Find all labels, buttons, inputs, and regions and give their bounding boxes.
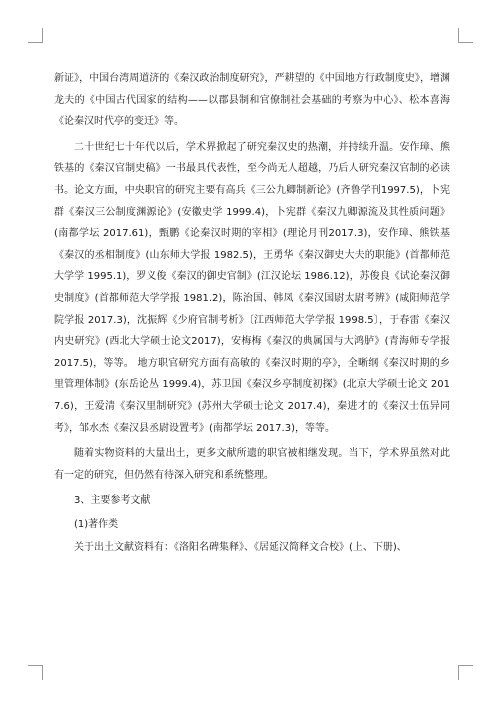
paragraph-continuation: 新证》，中国台湾周道济的《秦汉政治制度研究》，严耕望的《中国地方行政制度史》，增渊龙夫的《中国古代国家的结构——以郡县制和官僚制社会基础的考察为中心》、松本喜海《论秦汉时代亭的变迁》等。	[54, 73, 450, 128]
section-heading-references: 3、主要参考文献	[74, 495, 151, 507]
subsection-heading-books: (1)著作类	[74, 518, 119, 530]
paragraph-new-discoveries: 随着实物资料的大量出土，更多文献所遗的职官被相继发现。当下，学术界虽然对此有一定的研究，但仍然有待深入研究和系统整理。	[54, 448, 450, 481]
crop-mark-top-left	[28, 28, 43, 43]
crop-mark-top-right	[458, 28, 473, 43]
paragraph-excavated-documents: 关于出土文献资料有：《洛阳名碑集释》、《居延汉简释文合校》(上、下册)、	[74, 542, 407, 554]
crop-mark-bottom-right	[458, 665, 473, 680]
paragraph-research-overview: 二十世纪七十年代以后，学术界掀起了研究秦汉史的热潮，并持续升温。安作璋、熊铁基的《秦汉官制史稿》一书最具代表性，至今尚无人超越，乃后人研究秦汉官制的必读书。论文方面，中央职官的研究主要有高兵《三公九卿制新论》(齐鲁学刊1997.5)，卜宪群《秦汉三公制度渊源论》(安徽史学 1999.4)，卜宪群《秦汉九卿源流及其性质问题》(南都学坛 2017.61)，甄鹏《论秦汉时期的宰相》(理论月刊2017.3)，安作璋、熊铁基《秦汉的丞相制度》(山东师大学报 1982.5)，王勇华《秦汉御史大夫的职能》(首都师范大学学 1995.1)，罗义俊《秦汉的御史官制》(江汉论坛 1986.12)，苏俊良《试论秦汉御史制度》(首都师范大学学报 1981.2)，陈治国、韩凤《秦汉国尉太尉考辨》(咸阳师范学院学报 2017.3)，沈振辉《少府官制考析》〔江西师范大学学报 1998.5〕，于春雷《秦汉内史研究》(西北大学硕士论文2017)，安梅梅《秦汉的典属国与大鸿胪》(青海师专学报 2017.5)，等等。 地方职官研究方面有高敏的《秦汉时期的亭》，全晰纲《秦汉时期的乡里管理体制》(东岳论丛 1999.4)，苏卫国《秦汉乡亭制度初探》(北京大学硕士论文 2017.6)，王爱清《秦汉里制研究》(苏州大学硕士论文 2017.4)，秦进才的《秦汉士伍异同考》，邹水杰《秦汉县丞尉设置考》(南都学坛 2017.3)，等等。	[54, 141, 450, 434]
document-body	[54, 68, 450, 563]
crop-mark-bottom-left	[28, 665, 43, 680]
